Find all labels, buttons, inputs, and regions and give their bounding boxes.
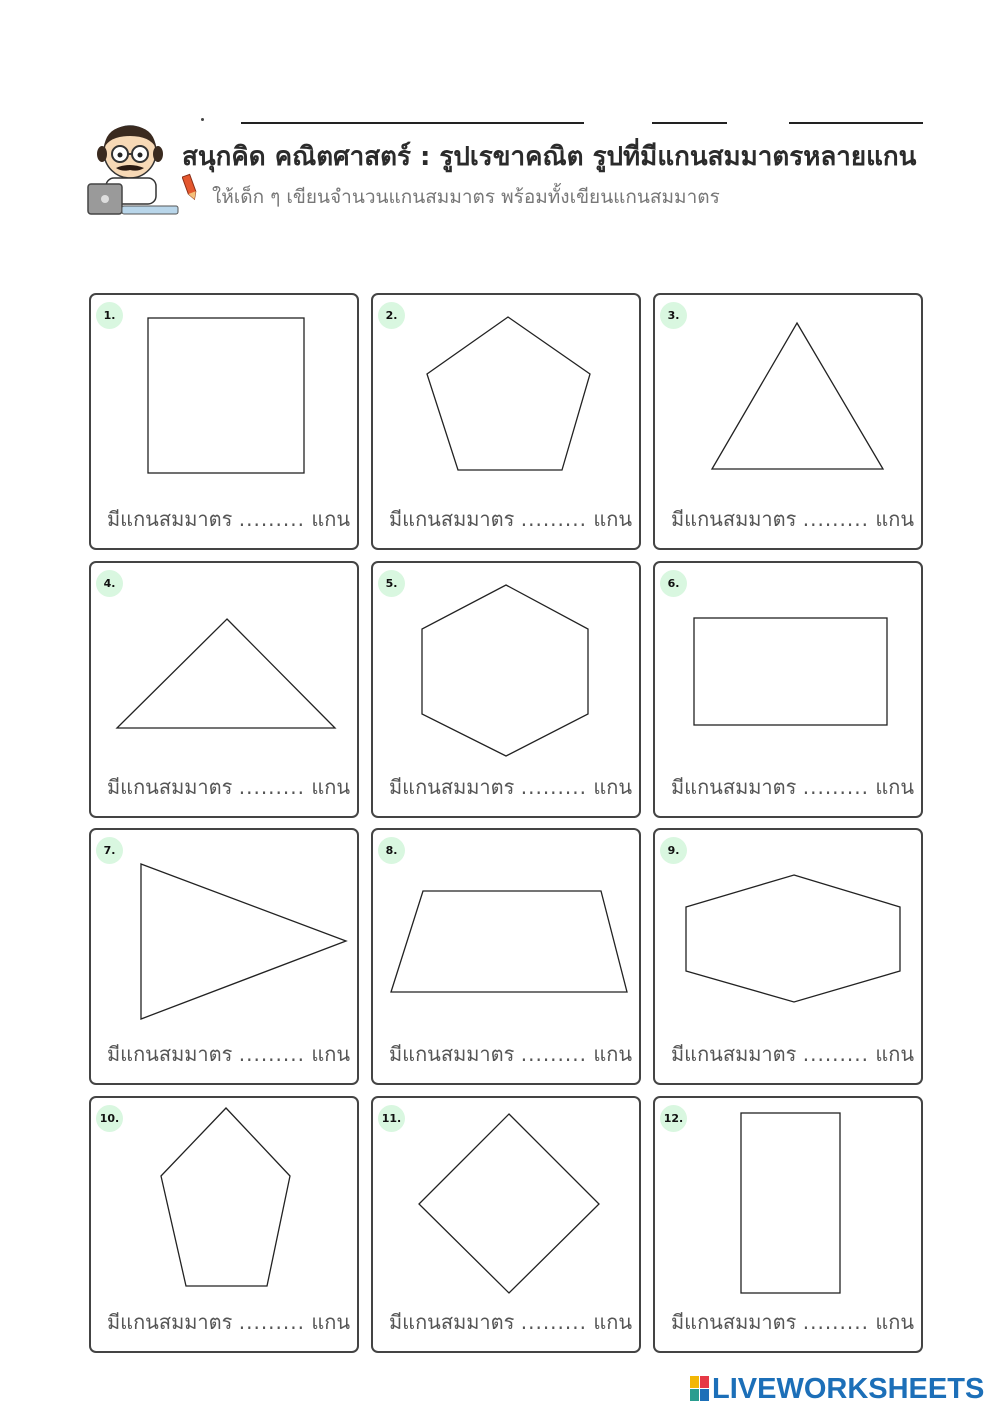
shape-card-9 bbox=[653, 828, 923, 1085]
answer-blank[interactable]: ......... bbox=[802, 1310, 869, 1334]
liveworksheets-logo-icon bbox=[690, 1376, 710, 1402]
shape-card-10 bbox=[89, 1096, 359, 1353]
liveworksheets-brand: LIVEWORKSHEETS bbox=[712, 1372, 985, 1405]
answer-prefix: มีแกนสมมาตร bbox=[107, 507, 233, 531]
answer-prefix: มีแกนสมมาตร bbox=[107, 1310, 233, 1334]
answer-suffix: แกน bbox=[311, 1310, 350, 1334]
answer-suffix: แกน bbox=[593, 775, 632, 799]
answer-prefix: มีแกนสมมาตร bbox=[671, 1042, 797, 1066]
answer-blank[interactable]: ......... bbox=[802, 775, 869, 799]
answer-prefix: มีแกนสมมาตร bbox=[389, 775, 515, 799]
teacher-at-laptop-icon bbox=[86, 122, 180, 218]
answer-suffix: แกน bbox=[593, 1042, 632, 1066]
answer-suffix: แกน bbox=[311, 507, 350, 531]
card-number-badge: 7. bbox=[96, 837, 123, 864]
answer-suffix: แกน bbox=[875, 1310, 914, 1334]
answer-blank[interactable]: ......... bbox=[238, 507, 305, 531]
shape-card-12 bbox=[653, 1096, 923, 1353]
answer-blank[interactable]: ......... bbox=[520, 1310, 587, 1334]
answer-blank[interactable]: ......... bbox=[520, 507, 587, 531]
answer-blank[interactable]: ......... bbox=[802, 507, 869, 531]
answer-suffix: แกน bbox=[875, 507, 914, 531]
symmetry-answer bbox=[107, 503, 350, 535]
pencil-icon bbox=[182, 173, 204, 201]
answer-prefix: มีแกนสมมาตร bbox=[671, 775, 797, 799]
symmetry-answer bbox=[107, 1038, 350, 1070]
card-number-badge: 8. bbox=[378, 837, 405, 864]
answer-prefix: มีแกนสมมาตร bbox=[671, 507, 797, 531]
answer-suffix: แกน bbox=[311, 1042, 350, 1066]
answer-prefix: มีแกนสมมาตร bbox=[107, 775, 233, 799]
shape-card-6 bbox=[653, 561, 923, 818]
shape-card-3 bbox=[653, 293, 923, 550]
worksheet-instruction: ให้เด็ก ๆ เขียนจำนวนแกนสมมาตร พร้อมทั้งเขียนแกนสมมาตร bbox=[212, 186, 720, 208]
answer-prefix: มีแกนสมมาตร bbox=[107, 1042, 233, 1066]
shape-card-4 bbox=[89, 561, 359, 818]
card-number-badge: 2. bbox=[378, 302, 405, 329]
symmetry-answer bbox=[389, 1038, 632, 1070]
card-number-badge: 3. bbox=[660, 302, 687, 329]
answer-suffix: แกน bbox=[593, 507, 632, 531]
symmetry-answer bbox=[671, 771, 914, 803]
shape-card-2 bbox=[371, 293, 641, 550]
card-number-badge: 1. bbox=[96, 302, 123, 329]
symmetry-answer bbox=[671, 1306, 914, 1338]
answer-blank[interactable]: ......... bbox=[520, 1042, 587, 1066]
answer-blank[interactable]: ......... bbox=[238, 775, 305, 799]
answer-prefix: มีแกนสมมาตร bbox=[671, 1310, 797, 1334]
answer-blank[interactable]: ......... bbox=[520, 775, 587, 799]
number-blank-line bbox=[789, 122, 923, 124]
symmetry-answer bbox=[389, 771, 632, 803]
card-number-badge: 4. bbox=[96, 570, 123, 597]
name-blank-line bbox=[241, 122, 584, 124]
header-dot bbox=[201, 118, 204, 121]
symmetry-answer bbox=[671, 1038, 914, 1070]
symmetry-answer bbox=[389, 503, 632, 535]
answer-suffix: แกน bbox=[875, 775, 914, 799]
card-number-badge: 11. bbox=[378, 1105, 405, 1132]
answer-suffix: แกน bbox=[593, 1310, 632, 1334]
liveworksheets-logo[interactable] bbox=[690, 1374, 984, 1404]
class-blank-line bbox=[652, 122, 727, 124]
answer-suffix: แกน bbox=[311, 775, 350, 799]
answer-prefix: มีแกนสมมาตร bbox=[389, 1042, 515, 1066]
card-number-badge: 10. bbox=[96, 1105, 123, 1132]
symmetry-answer bbox=[671, 503, 914, 535]
shape-card-11 bbox=[371, 1096, 641, 1353]
symmetry-answer bbox=[107, 771, 350, 803]
answer-prefix: มีแกนสมมาตร bbox=[389, 1310, 515, 1334]
answer-blank[interactable]: ......... bbox=[238, 1042, 305, 1066]
card-number-badge: 12. bbox=[660, 1105, 687, 1132]
symmetry-answer bbox=[389, 1306, 632, 1338]
shape-card-8 bbox=[371, 828, 641, 1085]
answer-blank[interactable]: ......... bbox=[238, 1310, 305, 1334]
answer-suffix: แกน bbox=[875, 1042, 914, 1066]
card-number-badge: 6. bbox=[660, 570, 687, 597]
shape-card-7 bbox=[89, 828, 359, 1085]
shape-card-1 bbox=[89, 293, 359, 550]
card-number-badge: 9. bbox=[660, 837, 687, 864]
answer-blank[interactable]: ......... bbox=[802, 1042, 869, 1066]
card-number-badge: 5. bbox=[378, 570, 405, 597]
shape-card-5 bbox=[371, 561, 641, 818]
symmetry-answer bbox=[107, 1306, 350, 1338]
answer-prefix: มีแกนสมมาตร bbox=[389, 507, 515, 531]
worksheet-title: สนุกคิด คณิตศาสตร์ : รูปเรขาคณิต รูปที่มีแกนสมมาตรหลายแกน bbox=[182, 142, 917, 172]
